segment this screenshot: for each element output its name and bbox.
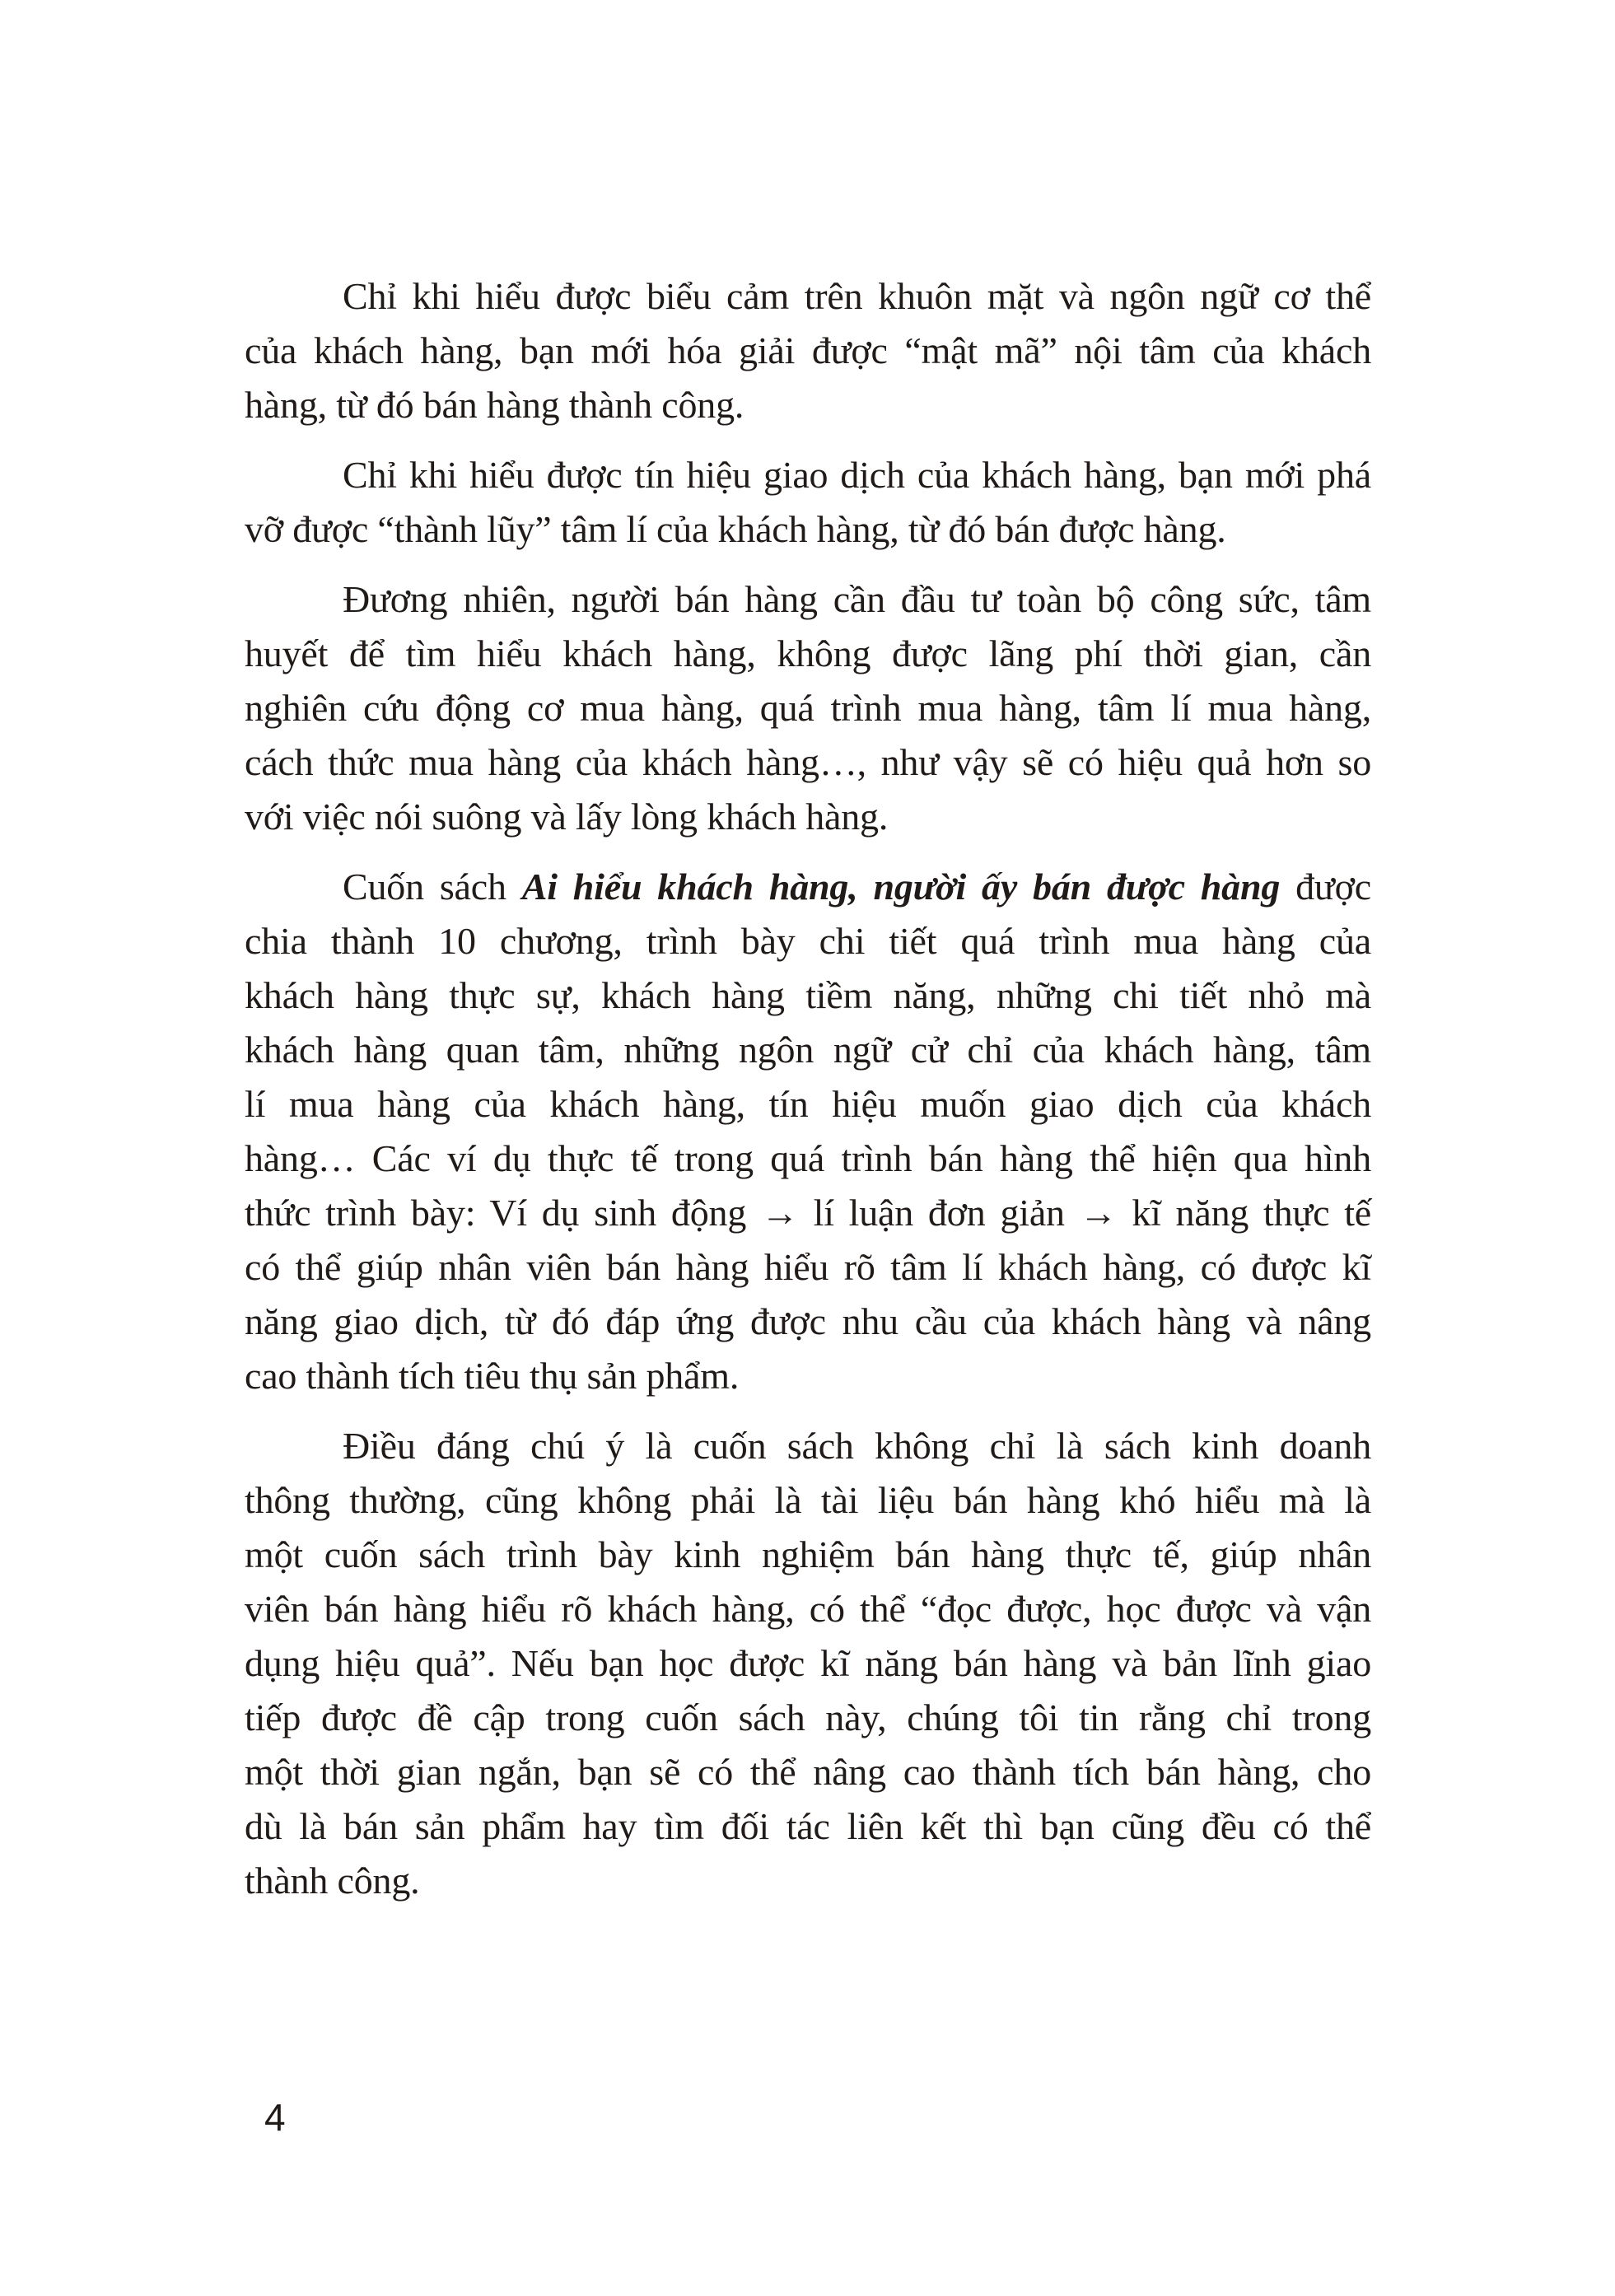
page-number: 4	[264, 2096, 286, 2139]
paragraph	[245, 860, 1371, 1403]
text-line: cao thành tích tiêu thụ sản phẩm.	[245, 1355, 740, 1397]
text-line	[245, 860, 1371, 914]
book-title-emphasis: Ai hiểu khách hàng, người ấy bán được hàng	[521, 866, 1281, 908]
text-line: năng giao dịch, từ đó đáp ứng được nhu cầu của khách hàng và nâng	[245, 1300, 1371, 1342]
text-line: huyết để tìm hiểu khách hàng, không được lãng phí thời gian, cần	[245, 632, 1371, 674]
paragraph	[245, 572, 1371, 844]
text-line: thành công.	[245, 1860, 420, 1902]
text-line: tiếp được đề cập trong cuốn sách này, chúng tôi tin rằng chỉ trong	[245, 1696, 1371, 1738]
text-line: chia thành 10 chương, trình bày chi tiết quá trình mua hàng của	[245, 920, 1371, 962]
text-line: thức trình bày: Ví dụ sinh động → lí luận đơn giản → kĩ năng thực tế	[245, 1192, 1371, 1234]
text-line: Điều đáng chú ý là cuốn sách không chỉ là sách kinh doanh	[343, 1425, 1371, 1467]
text-line: vỡ được “thành lũy” tâm lí của khách hàng, từ đó bán được hàng.	[245, 508, 1226, 550]
text-line: dụng hiệu quả”. Nếu bạn học được kĩ năng bán hàng và bản lĩnh giao	[245, 1642, 1371, 1684]
text-line: hàng, từ đó bán hàng thành công.	[245, 384, 744, 426]
text-segment: Cuốn sách	[343, 866, 522, 908]
text-line: Đương nhiên, người bán hàng cần đầu tư toàn bộ công sức, tâm	[343, 578, 1371, 620]
text-line: của khách hàng, bạn mới hóa giải được “mật mã” nội tâm của khách	[245, 329, 1371, 371]
text-segment: được	[1280, 866, 1371, 908]
text-line: Chỉ khi hiểu được tín hiệu giao dịch của khách hàng, bạn mới phá	[343, 454, 1371, 496]
paragraph	[245, 1419, 1371, 1908]
text-line: lí mua hàng của khách hàng, tín hiệu muốn giao dịch của khách	[245, 1083, 1371, 1125]
text-line: khách hàng quan tâm, những ngôn ngữ cử chỉ của khách hàng, tâm	[245, 1029, 1371, 1071]
text-line: với việc nói suông và lấy lòng khách hàng.	[245, 796, 889, 838]
text-line: dù là bán sản phẩm hay tìm đối tác liên kết thì bạn cũng đều có thể	[245, 1805, 1371, 1847]
text-line: nghiên cứu động cơ mua hàng, quá trình mua hàng, tâm lí mua hàng,	[245, 687, 1371, 729]
text-line: một cuốn sách trình bày kinh nghiệm bán hàng thực tế, giúp nhân	[245, 1533, 1371, 1575]
text-line: khách hàng thực sự, khách hàng tiềm năng, những chi tiết nhỏ mà	[245, 974, 1371, 1016]
paragraph	[245, 448, 1371, 557]
text-line: thông thường, cũng không phải là tài liệu bán hàng khó hiểu mà là	[245, 1479, 1371, 1521]
text-line: viên bán hàng hiểu rõ khách hàng, có thể “đọc được, học được và vận	[245, 1588, 1371, 1630]
text-line: có thể giúp nhân viên bán hàng hiểu rõ tâm lí khách hàng, có được kĩ	[245, 1246, 1371, 1288]
text-line: Chỉ khi hiểu được biểu cảm trên khuôn mặt và ngôn ngữ cơ thể	[343, 275, 1371, 317]
text-block	[245, 269, 1371, 1908]
text-line: cách thức mua hàng của khách hàng…, như vậy sẽ có hiệu quả hơn so	[245, 741, 1371, 783]
paragraph	[245, 269, 1371, 432]
text-line: hàng… Các ví dụ thực tế trong quá trình bán hàng thể hiện qua hình	[245, 1137, 1371, 1179]
text-line: một thời gian ngắn, bạn sẽ có thể nâng cao thành tích bán hàng, cho	[245, 1751, 1371, 1793]
